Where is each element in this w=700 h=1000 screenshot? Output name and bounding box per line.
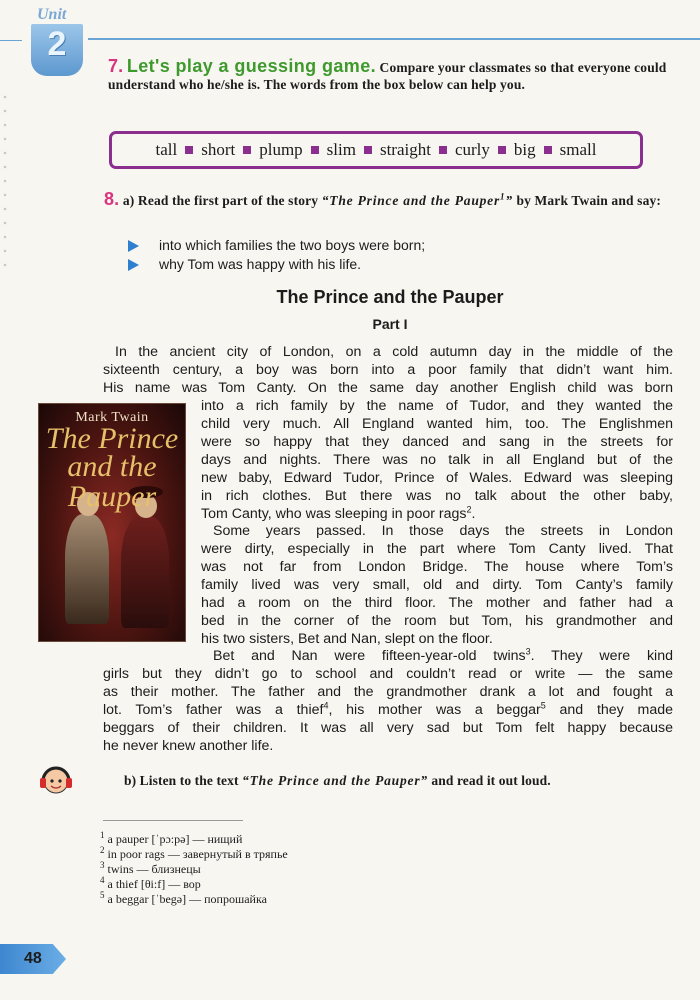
footnote-ref-5: 5: [540, 700, 546, 711]
story-reference-close: ”: [505, 193, 513, 208]
story-line-end: .: [471, 506, 476, 522]
square-bullet-icon: [544, 146, 552, 154]
word-box-item: plump: [259, 140, 303, 159]
story-line: [201, 505, 673, 523]
word-box-item: big: [513, 140, 536, 159]
story-line: In the ancient city of London, on a cold autumn day in the middle of the: [115, 344, 673, 360]
story-line: His name was Tom Canty. On the same day another English child was born: [103, 380, 673, 396]
story-line: [103, 701, 673, 719]
cover-title-line-1: The Prince: [45, 422, 179, 455]
story-line-mid: , his mother was a beggar: [328, 702, 541, 718]
word-box-item: tall: [155, 140, 178, 159]
story-line: Some years passed. In those days the streets in London: [213, 523, 673, 539]
footnote-ref-4: 4: [323, 700, 329, 711]
exercise-8b: [124, 772, 672, 789]
footnote-number: 2: [100, 845, 105, 855]
story-line-text: Tom Canty, who was sleeping in poor rags: [201, 506, 467, 522]
word-box-item: short: [201, 140, 236, 159]
footnote-number: 3: [100, 860, 105, 870]
exercise-8b-story-reference: “The Prince and the Pauper”: [242, 773, 428, 788]
footnote-text: a beggar [ˈbegə] — попрошайка: [107, 892, 267, 906]
exercise-8-suffix: by Mark Twain and say:: [516, 193, 662, 208]
story-line: he never knew another life.: [103, 738, 274, 754]
square-bullet-icon: [185, 146, 193, 154]
story-line: sixteenth century, a boy was born into a poor family that didn’t want him.: [103, 362, 673, 378]
arrow-bullet-icon: [128, 259, 139, 271]
page-number: 48: [24, 950, 42, 967]
story-line: as their mother. The father and the grandmother drank a lot and fought a: [103, 684, 673, 700]
story-line: family lived was very small, old and dirty. Tom Canty’s family: [201, 577, 673, 593]
story-line-end: and they made: [545, 702, 673, 718]
square-bullet-icon: [439, 146, 447, 154]
footnote-ref-3: 3: [525, 646, 531, 657]
footnote: [100, 862, 500, 877]
story-line: days and nights. There was no talk in all England but of the: [201, 452, 673, 468]
unit-number: 2: [47, 25, 67, 63]
cover-figure-pauper: [65, 514, 109, 624]
exercise-8-prefix: a) Read the first part of the story: [122, 193, 319, 208]
list-item-text: into which families the two boys were born;: [159, 237, 426, 253]
footnote-number: 4: [100, 875, 105, 885]
story-line: were dirty, especially in the part where Tom Canty lived. That: [201, 541, 673, 557]
word-box-item: small: [559, 140, 597, 159]
footnote-ref-2: 2: [466, 504, 472, 515]
header-rule: [88, 38, 700, 40]
header-rule-left: [0, 40, 22, 41]
exercise-8: [104, 191, 676, 209]
word-box: [109, 131, 643, 169]
cover-author: Mark Twain: [75, 410, 149, 425]
story-title: The Prince and the Pauper: [276, 287, 504, 307]
story-line: in rich clothes. But there was no talk about the other baby,: [201, 488, 673, 504]
story-line-text: lot. Tom’s father was a thief: [103, 702, 324, 718]
footnote-text: a pauper [ˈpɔ:pə] — нищий: [107, 832, 243, 846]
square-bullet-icon: [498, 146, 506, 154]
story-line: girls but they didn’t go to school and couldn’t read or write — the same: [103, 666, 673, 682]
story-part: Part I: [372, 316, 408, 332]
story-line: new baby, Edward Tudor, Prince of Wales. Edward was sleeping: [201, 470, 673, 486]
task-list: [128, 236, 668, 274]
arrow-bullet-icon: [128, 240, 139, 252]
footnote-rule: [103, 820, 243, 821]
list-item-text: why Tom was happy with his life.: [159, 256, 362, 272]
word-box-item: curly: [454, 140, 490, 159]
footnote-ref-1: 1: [500, 191, 506, 202]
footnote-number: 1: [100, 830, 105, 840]
footnote: [100, 832, 500, 847]
story-line-text: Bet and Nan were fifteen-year-old twins: [213, 648, 526, 664]
exercise-7-title: Let's play a guessing game.: [126, 56, 377, 76]
footnote: [100, 847, 500, 862]
square-bullet-icon: [243, 146, 251, 154]
exercise-8-number: 8.: [104, 189, 120, 209]
exercise-7-number: 7.: [108, 56, 124, 76]
exercise-7: [108, 58, 678, 93]
footnote-text: a thief [θi:f] — вор: [107, 877, 201, 891]
exercise-7-text: Compare your classmates so that everyone could understand who he/she is. The words from the box below can help you.: [108, 60, 667, 92]
story-line: was not far from London Bridge. The house where Tom’s: [201, 559, 673, 575]
story-line: into a rich family by the name of Tudor, and they wanted the: [201, 398, 673, 414]
square-bullet-icon: [364, 146, 372, 154]
binding-dots: [2, 90, 8, 270]
footnote: [100, 877, 500, 892]
story-line: beggars of their children. It was all very sad but Tom felt happy because: [103, 720, 673, 736]
exercise-8b-prefix: b) Listen to the text: [124, 773, 239, 788]
story-line: were so happy that they danced and sang in the streets for: [201, 434, 673, 450]
exercise-8b-suffix: and read it out loud.: [431, 773, 551, 788]
story-line: [201, 647, 673, 665]
story-reference-text: “The Prince and the Pauper: [321, 193, 501, 208]
cover-figure-prince: [121, 516, 169, 628]
unit-label: Unit: [37, 6, 67, 23]
word-box-item: slim: [326, 140, 356, 159]
word-box-item: straight: [379, 140, 431, 159]
footnotes: [100, 832, 500, 907]
footnote-number: 5: [100, 890, 105, 900]
story-reference: [322, 193, 513, 208]
story-line-end: . They were kind: [530, 648, 673, 664]
headphones-listening-icon: [38, 762, 74, 798]
list-item: [128, 236, 668, 255]
list-item: [128, 255, 668, 274]
cover-title-line-2: and the Pauper: [67, 450, 157, 513]
footnote: [100, 892, 500, 907]
book-cover-image: [38, 403, 186, 642]
story-line: bed in the corner of the room but Tom, his grandmother and: [201, 613, 673, 629]
square-bullet-icon: [311, 146, 319, 154]
footnote-text: in poor rags — завернутый в тряпье: [107, 847, 288, 861]
footnote-text: twins — близнецы: [107, 862, 201, 876]
story-line: child very much. All England wanted him, too. The Englishmen: [201, 416, 673, 432]
story-line: his two sisters, Bet and Nan, slept on the floor.: [201, 631, 493, 647]
story-line: had a room on the third floor. The mother and father had a: [201, 595, 673, 611]
